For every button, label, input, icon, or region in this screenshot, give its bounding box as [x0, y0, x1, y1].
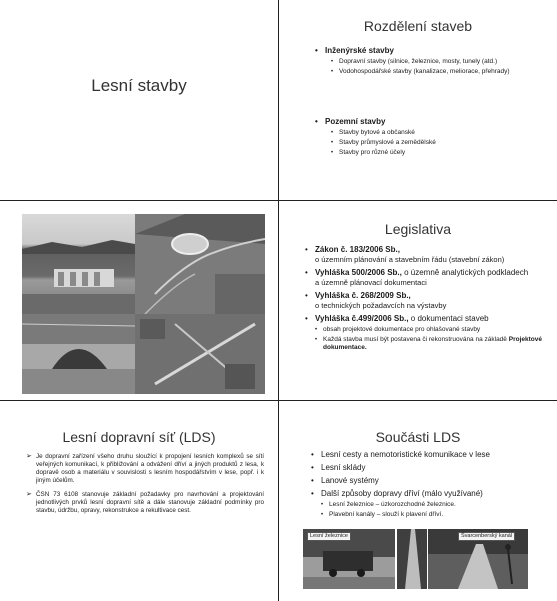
list-item: • Další způsoby dopravy dříví (málo využívané)	[311, 489, 551, 499]
slide-1-title: Lesní stavby	[91, 76, 187, 95]
sub-item: • Lesní železnice – úzkorozchodné železnice.	[321, 501, 551, 509]
slide-3	[0, 201, 278, 401]
arrow-bullet-icon: ➢	[26, 491, 32, 498]
list-item: • Vodohospodářské stavby (kanalizace, meliorace, přehrady)	[331, 68, 515, 76]
tunnel-construction-photo	[22, 314, 135, 394]
slide-4	[279, 201, 557, 401]
list-item: • Stavby pro různé účely	[331, 149, 515, 157]
slide-2-group-2	[315, 117, 515, 157]
dam-photo	[22, 214, 135, 314]
law-name: Zákon č. 183/2006 Sb.,	[315, 245, 400, 254]
list-item	[305, 291, 553, 301]
list-item	[305, 314, 553, 324]
list-item: • Lesní cesty a nemotoristické komunikace v lese	[311, 450, 551, 460]
sub-item-text: Každá stavba musí být postavena či rekonstruována na základě	[323, 336, 509, 343]
list-item: • Stavby bytové a občanské	[331, 129, 515, 137]
law-desc: o dokumentaci staveb	[408, 314, 489, 323]
paragraph	[26, 491, 264, 515]
paragraph-text: ČSN 73 6108 stanovuje základní požadavky pro navrhování a projektování jednotlivých prvků lesní dopravní sítě a dále stanovuje základní podmínky pro stavbu, údržbu, opravy, rekonstrukce a rekultivace cest.	[36, 491, 264, 514]
aerial-reservoir-photo	[135, 214, 265, 314]
slide-2-group-1	[315, 46, 515, 76]
list-item	[305, 268, 553, 278]
list-item: • Dopravní stavby (silnice, železnice, mosty, tunely (atd.)	[331, 58, 515, 66]
slide-6	[279, 401, 557, 601]
law-name: Vyhláška č.499/2006 Sb.,	[315, 314, 409, 323]
group-label: • Inženýrské stavby	[315, 46, 515, 56]
slide-1	[0, 0, 278, 200]
slide-5	[0, 401, 278, 601]
law-desc-line: a územně plánovací dokumentaci	[315, 278, 427, 287]
sub-item-bold: Projektové dokumentace.	[323, 336, 542, 351]
group-label: • Pozemní stavby	[315, 117, 515, 127]
aerial-airport-photo	[135, 314, 265, 394]
law-desc-line: o technických požadavcích na výstavby	[315, 301, 447, 310]
slide-2-title: Rozdělení staveb	[363, 18, 473, 34]
paragraph	[26, 453, 264, 485]
law-name: Vyhláška č. 268/2009 Sb.,	[315, 291, 411, 300]
slide-4-title: Legislativa	[384, 221, 452, 237]
sub-item	[315, 336, 553, 352]
law-desc-line: o územním plánování a stavebním řádu (stavební zákon)	[315, 255, 505, 264]
sub-item: • Plavební kanály – slouží k plavení dříví.	[321, 511, 551, 519]
list-item	[305, 245, 553, 255]
lds-text	[26, 453, 264, 515]
canal-photo-small	[397, 529, 427, 589]
law-desc: o územně analytických podkladech	[401, 268, 529, 277]
list-item: • Lesní sklády	[311, 463, 551, 473]
law-name: Vyhláška 500/2006 Sb.,	[315, 268, 402, 277]
slide-2	[279, 0, 557, 200]
legislation-list	[305, 245, 553, 352]
list-item: • Stavby průmyslové a zemědělské	[331, 139, 515, 147]
lds-components-list	[311, 450, 551, 519]
slide-6-title: Součásti LDS	[375, 429, 461, 445]
list-item: • Lanové systémy	[311, 476, 551, 486]
slide-5-title: Lesní dopravní síť (LDS)	[62, 429, 216, 445]
photo-label-railway: Lesní železnice	[307, 532, 351, 541]
sub-item: • obsah projektové dokumentace pro ohlašované stavby	[315, 326, 553, 334]
arrow-bullet-icon: ➢	[26, 453, 32, 460]
photo-label-canal: Švarcenberský kanál	[458, 532, 515, 541]
paragraph-text: Je dopravní zařízení všeho druhu sloužící k propojení lesních komplexů se sítí veřejných komunikací, k přibližování a odvážení dříví a jiných produktů z lesa, k dopravě osob a materiálu v souvislosti s lesním hospodářstvím v lese, popř. i k jiným účelům.	[36, 453, 264, 484]
